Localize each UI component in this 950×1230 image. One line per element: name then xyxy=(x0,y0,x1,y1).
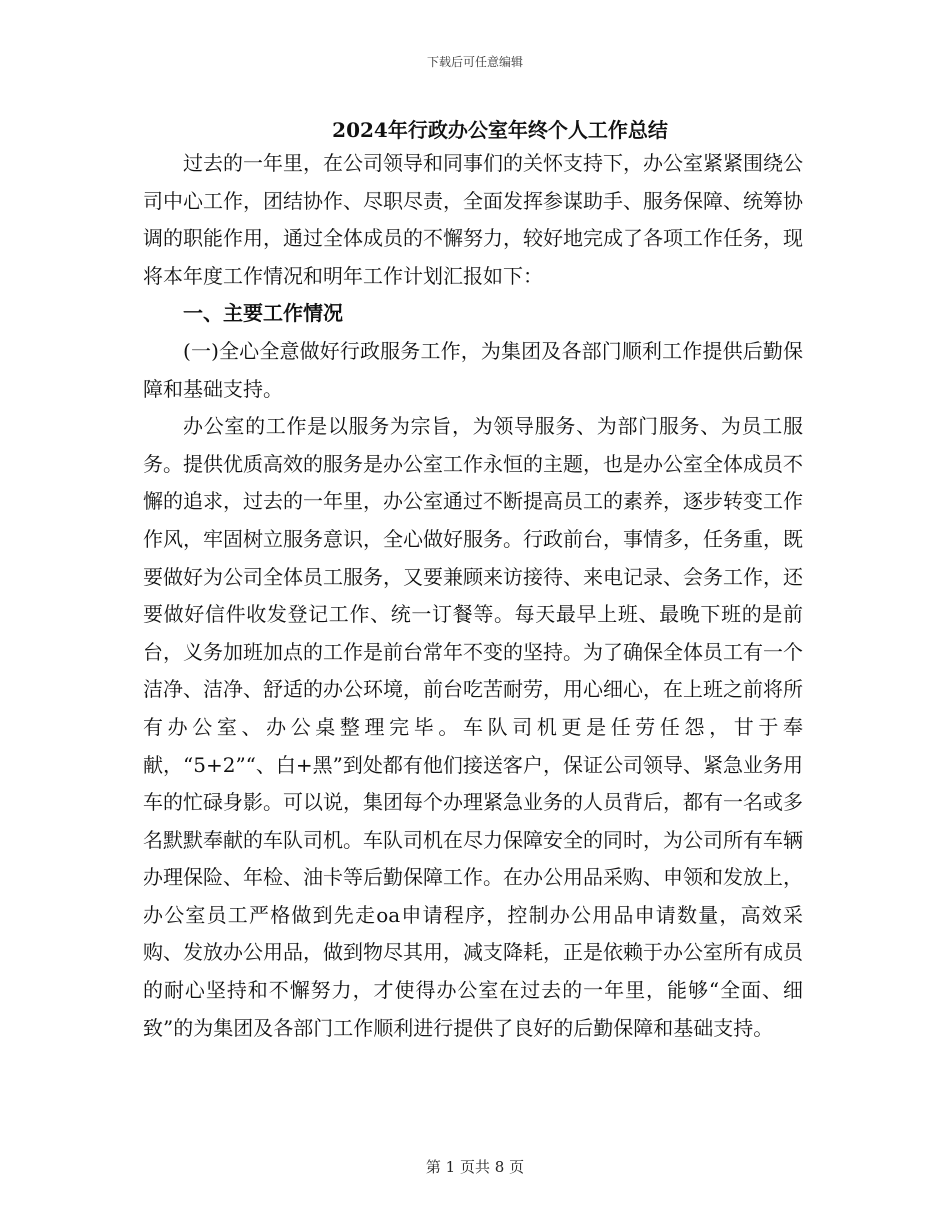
subsection-heading: (一)全心全意做好行政服务工作，为集团及各部门顺利工作提供后勤保障和基础支持。 xyxy=(143,338,803,401)
section-heading: 一、主要工作情况 xyxy=(183,301,343,326)
body-paragraph: 办公室的工作是以服务为宗旨，为领导服务、为部门服务、为员工服务。提供优质高效的服务是办公室工作永恒的主题，也是办公室全体成员不懈的追求，过去的一年里，办公室通过不断提高员工的素养，逐步转变工作作风，牢固树立服务意识，全心做好服务。行政前台，事情多，任务重，既要做好为公司全体员工服务，又要兼顾来访接待、来电记录、会务工作，还要做好信件收发登记工作、统一订餐等。每天最早上班、最晚下班的是前台，义务加班加点的工作是前台常年不变的坚持。为了确保全体员工有一个洁净、洁净、舒适的办公环境，前台吃苦耐劳，用心细心，在上班之前将所有办公室、办公桌整理完毕。车队司机更是任劳任怨，甘于奉献，“5+2”“、白+黑”到处都有他们接送客户，保证公司领导、紧急业务用车的忙碌身影。可以说，集团每个办理紧急业务的人员背后，都有一名或多名默默奉献的车队司机。车队司机在尽力保障安全的同时，为公司所有车辆办理保险、年检、油卡等后勤保障工作。在办公用品采购、申领和发放上，办公室员工严格做到先走oa申请程序，控制办公用品申请数量，高效采购、发放办公用品，做到物尽其用，减支降耗，正是依赖于办公室所有成员的耐心坚持和不懈努力，才使得办公室在过去的一年里，能够“全面、细致”的为集团及各部门工作顺利进行提供了良好的后勤保障和基础支持。 xyxy=(143,414,803,1040)
page-number: 第 1 页共 8 页 xyxy=(425,1158,525,1176)
document-body xyxy=(143,145,803,1047)
document-title: 2024年行政办公室年终个人工作总结 xyxy=(332,118,668,142)
intro-paragraph: 过去的一年里，在公司领导和同事们的关怀支持下，办公室紧紧围绕公司中心工作，团结协作、尽职尽责，全面发挥参谋助手、服务保障、统筹协调的职能作用，通过全体成员的不懈努力，较好地完成了各项工作任务，现将本年度工作情况和明年工作计划汇报如下： xyxy=(143,151,803,288)
header-note: 下载后可任意编辑 xyxy=(426,55,523,69)
